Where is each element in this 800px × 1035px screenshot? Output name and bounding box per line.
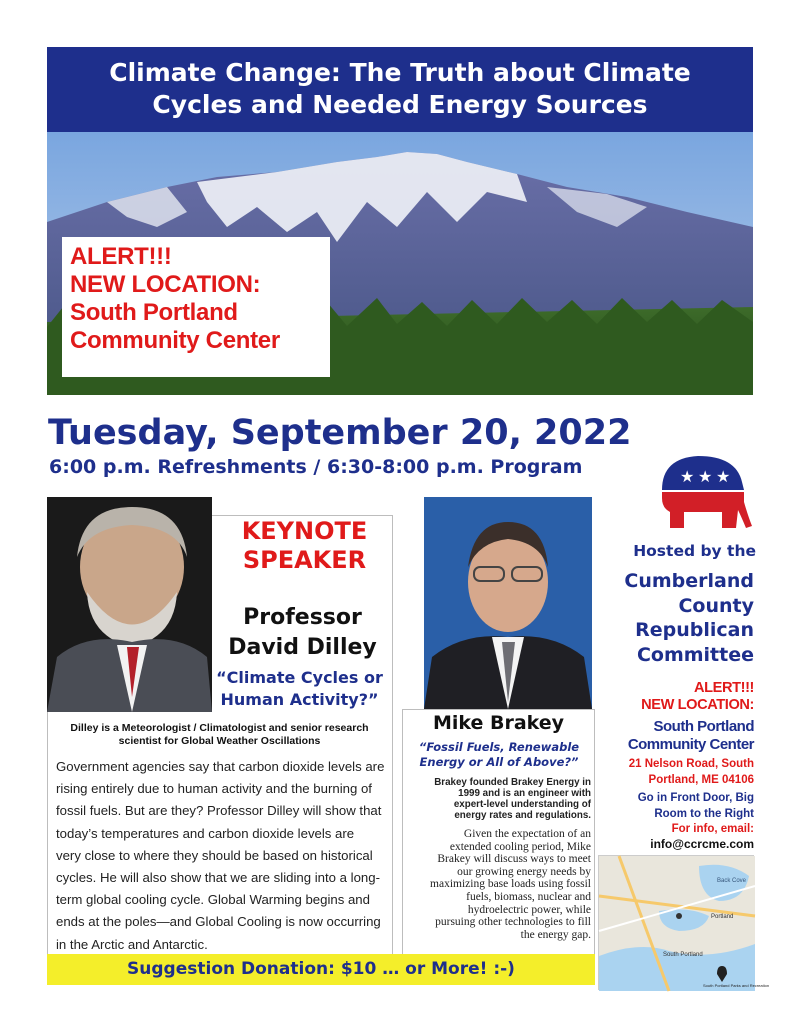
description-line: fuels, biomass, nuclear and [466,890,591,903]
bio-line: expert-level understanding of [453,799,591,810]
svg-text:★: ★ [680,467,695,486]
description-line: the energy gap. [520,928,591,941]
keynote-speaker-bio [52,722,387,748]
info-email-label: For info, email: [671,823,754,835]
description-line: fossil fuels. But are they? Professor Dilley will show that [56,803,382,819]
new-location-alert [62,237,330,377]
mike-brakey-photo [424,497,592,709]
title-line-2: Cycles and Needed Energy Sources [152,90,648,119]
description-line: term global cooling cycle. Global Warming begins and [56,892,370,908]
description-line: Brakey will discuss ways to meet [437,853,591,866]
venue-line-1: South Portland [653,718,754,735]
venue-line-2: Community Center [627,736,754,753]
keynote-label-line-2: SPEAKER [242,546,367,574]
speaker1-topic-line-1: “Climate Cycles or [216,668,383,687]
map-label-south-portland: South Portland [663,952,703,958]
host-name-line: County [678,594,754,617]
speaker2-description [408,828,591,941]
directions-line-2: Room to the Right [654,807,754,820]
description-line: rising entirely due to human activity and the burning of [56,781,372,797]
host-name-line: Republican [635,619,754,641]
info-email[interactable]: info@ccrcme.com [650,837,754,851]
description-line: pursuing other technologies to fill [435,916,591,929]
description-line: maximizing base loads using fossil [430,878,591,891]
description-line: in the Arctic and Antarctic. [56,936,208,952]
svg-text:★: ★ [716,467,731,486]
alert-line-1: ALERT!!! [70,243,172,270]
alert-line-3: South Portland [70,299,238,326]
address-line-1: 21 Nelson Road, South [628,758,754,770]
side-alert-line-1: ALERT!!! [693,680,754,696]
description-line: today’s temperatures and carbon dioxide levels are [56,825,355,841]
venue-name [590,718,754,754]
keynote-label-line-1: KEYNOTE [241,517,368,545]
keynote-description [56,756,394,956]
side-alert-line-2: NEW LOCATION: [641,697,754,713]
speaker1-name-line-1: Professor [243,605,362,630]
svg-text:★: ★ [698,467,713,486]
description-line: very close to where they should be based on historical [56,847,373,863]
keynote-speaker-label [222,517,387,575]
title-line-1: Climate Change: The Truth about Climate [109,58,691,87]
speaker1-name-line-2: David Dilley [228,635,377,660]
host-name-line: Committee [636,643,754,666]
speaker1-bio-line-1: Dilley is a Meteorologist / Climatologist and senior research [70,722,369,734]
description-line: Given the expectation of an [463,828,591,840]
description-line: Government agencies say that carbon dioxide levels are [56,759,385,774]
map-label-back-cove: Back Cove [717,878,747,884]
event-date: Tuesday, September 20, 2022 [48,413,632,453]
description-line: hydroelectric power, while [467,903,591,916]
description-line: cycles. He will also show that we are sliding into a long- [56,870,380,886]
event-times: 6:00 p.m. Refreshments / 6:30-8:00 p.m. Program [49,456,583,478]
donation-banner: Suggestion Donation: $10 … or More! :-) [47,954,595,985]
republican-elephant-logo [658,450,754,536]
host-name-line: Cumberland [624,570,754,592]
speaker2-topic-line-1: “Fossil Fuels, Renewable [418,740,580,754]
alert-line-4: Community Center [70,327,280,354]
bio-line: Brakey founded Brakey Energy in [434,777,591,788]
speaker2-name: Mike Brakey [432,712,565,734]
keynote-talk-title [207,667,392,711]
hosted-by-label: Hosted by the [633,542,756,560]
speaker1-bio-line-2: scientist for Global Weather Oscillations [118,735,321,747]
speaker1-topic-line-2: Human Activity?” [220,690,379,709]
david-dilley-photo [47,497,212,712]
keynote-speaker-name [210,603,395,663]
map-label-destination: South Portland Parks and Recreation [703,983,770,988]
speaker2-talk-title [404,740,594,770]
bio-line: energy rates and regulations. [454,810,591,821]
title-banner [47,47,753,132]
description-line: ends at the poles—and Global Cooling is now occurring [56,914,381,930]
side-location-alert [598,680,754,714]
speaker2-bio [408,777,591,821]
map-label-portland: Portland [711,914,734,920]
alert-line-2: NEW LOCATION: [70,271,261,298]
directions-line-1: Go in Front Door, Big [637,792,754,804]
host-organization-name [590,569,754,667]
venue-address [600,757,754,788]
address-line-2: Portland, ME 04106 [648,773,754,786]
speaker2-topic-line-2: Energy or All of Above?” [419,755,579,769]
description-line: our growing energy needs by [457,865,591,878]
bio-line: 1999 and is an engineer with [458,788,591,799]
location-map [598,855,770,990]
description-line: extended cooling period, Mike [449,840,591,853]
venue-directions [600,791,754,822]
